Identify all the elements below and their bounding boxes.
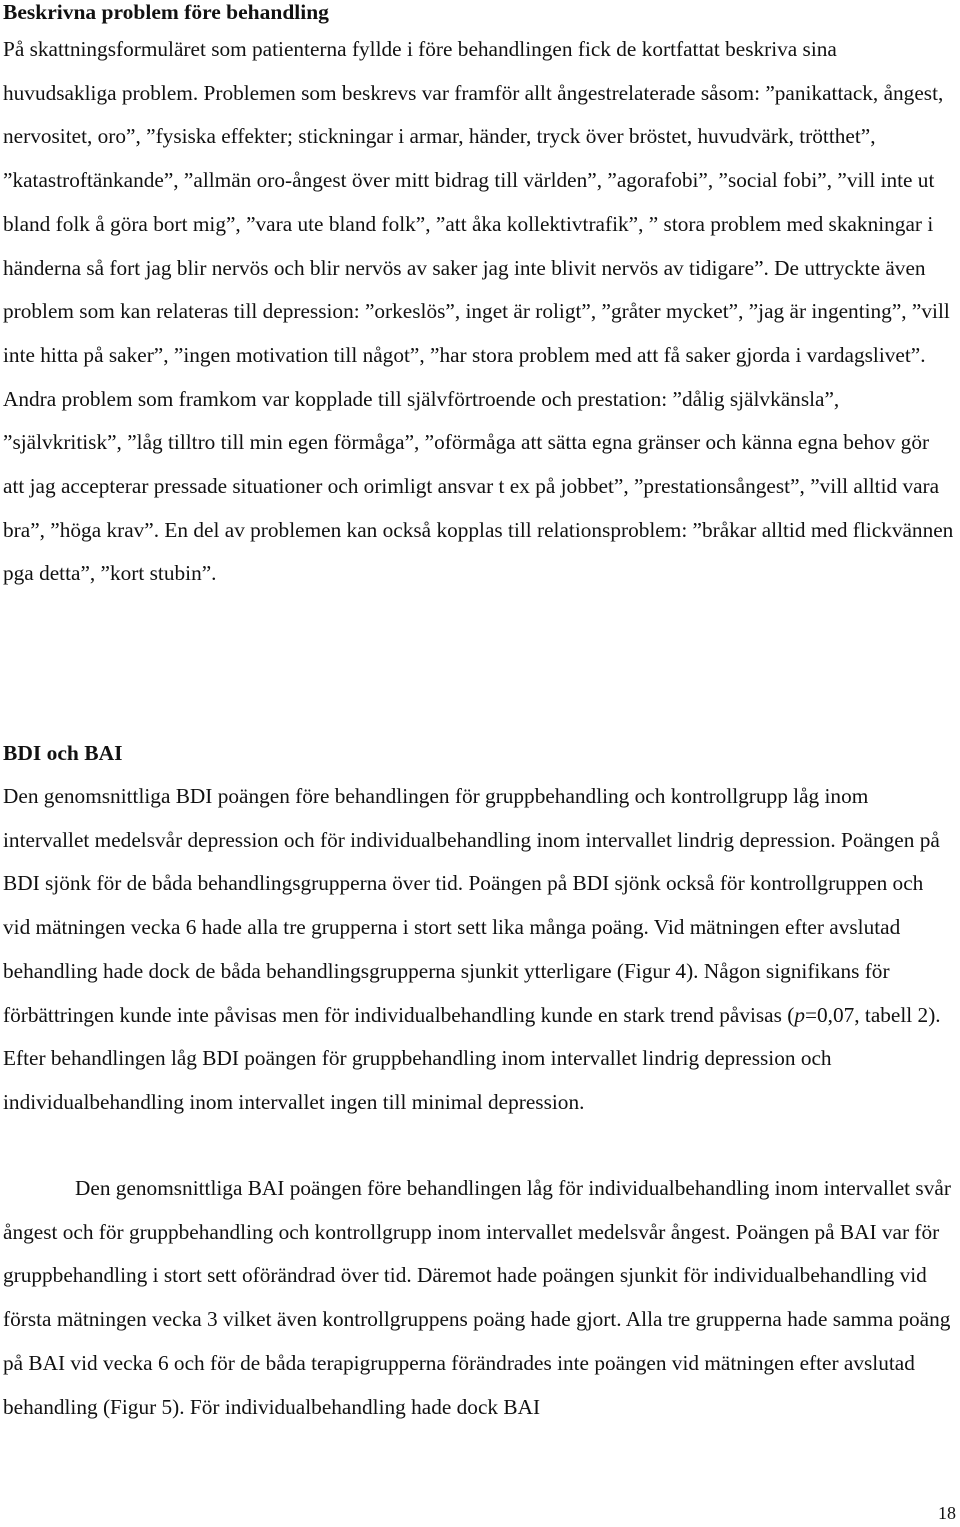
- paragraph-bai: Den genomsnittliga BAI poängen före behandlingen låg för individualbehandling inom intervallet svår ångest och för gruppbehandling och kontrollgrupp inom intervallet medelsvår ångest. Poängen på BAI var för gruppbehandling i stort sett oförändrad över tid. Däremot hade poängen sjunkit för individualbehandling vid första mätningen vecka 3 vilket även kontrollgruppens poäng hade gjort. Alla tre grupperna hade samma poäng på BAI vid vecka 6 och för de båda terapigrupperna förändrades inte poängen vid mätningen efter avslutad behandling (Figur 5). För individualbehandling hade dock BAI: [3, 1176, 951, 1419]
- page-number: 18: [938, 1503, 956, 1523]
- paragraph-bdi-part2: =0,07, tabell 2). Efter behandlingen låg BDI poängen för gruppbehandling inom intervallet lindrig depression och individualbehandling inom intervallet ingen till minimal depression.: [3, 1002, 941, 1114]
- section-heading-bdi-bai: BDI och BAI: [3, 741, 123, 765]
- paragraph-bdi: [3, 775, 955, 1125]
- paragraph-bdi-part1: Den genomsnittliga BDI poängen före behandlingen för gruppbehandling och kontrollgrupp låg inom intervallet medelsvår depression och för individualbehandling inom intervallet lindrig depression. Poängen på BDI sjönk för de båda behandlingsgrupperna över tid. Poängen på BDI sjönk också för kontrollgruppen och vid mätningen vecka 6 hade alla tre grupperna i stort sett lika många poäng. Vid mätningen efter avslutad behandling hade dock de båda behandlingsgrupperna sjunkit ytterligare (Figur 4). Någon signifikans för förbättringen kunde inte påvisas men för individualbehandling kunde en stark trend påvisas (: [3, 784, 940, 1027]
- section-heading-problems: Beskrivna problem före behandling: [3, 0, 329, 24]
- p-value-symbol: p: [794, 1002, 805, 1027]
- paragraph-problems: På skattningsformuläret som patienterna fyllde i före behandlingen fick de kortfattat beskriva sina huvudsakliga problem. Problemen som beskrevs var framför allt ångestrelaterade såsom: ”panikattack, ångest, nervositet, oro”, ”fysiska effekter; stickningar i armar, händer, tryck över bröstet, huvudvärk, trötthet”, ”katastroftänkande”, ”allmän oro-ångest över mitt bidrag till världen”, ”agorafobi”, ”social fobi”, ”vill inte ut bland folk å göra bort mig”, ”vara ute bland folk”, ”att åka kollektivtrafik”, ” stora problem med skakningar i händerna så fort jag blir nervös och blir nervös av saker jag inte blivit nervös av tidigare”. De uttryckte även problem som kan relateras till depression: ”orkeslös”, inget är roligt”, ”gråter mycket”, ”jag är ingenting”, ”vill inte hitta på saker”, ”ingen motivation till något”, ”har stora problem med att få saker gjorda i vardagslivet”. Andra problem som framkom var kopplade till självförtroende och prestation: ”dålig självkänsla”, ”självkritisk”, ”låg tilltro till min egen förmåga”, ”oförmåga att sätta egna gränser och känna egna behov gör att jag accepterar pressade situationer och orimligt ansvar t ex på jobbet”, ”prestationsångest”, ”vill alltid vara bra”, ”höga krav”. En del av problemen kan också kopplas till relationsproblem: ”bråkar alltid med flickvännen pga detta”, ”kort stubin”.: [3, 37, 954, 586]
